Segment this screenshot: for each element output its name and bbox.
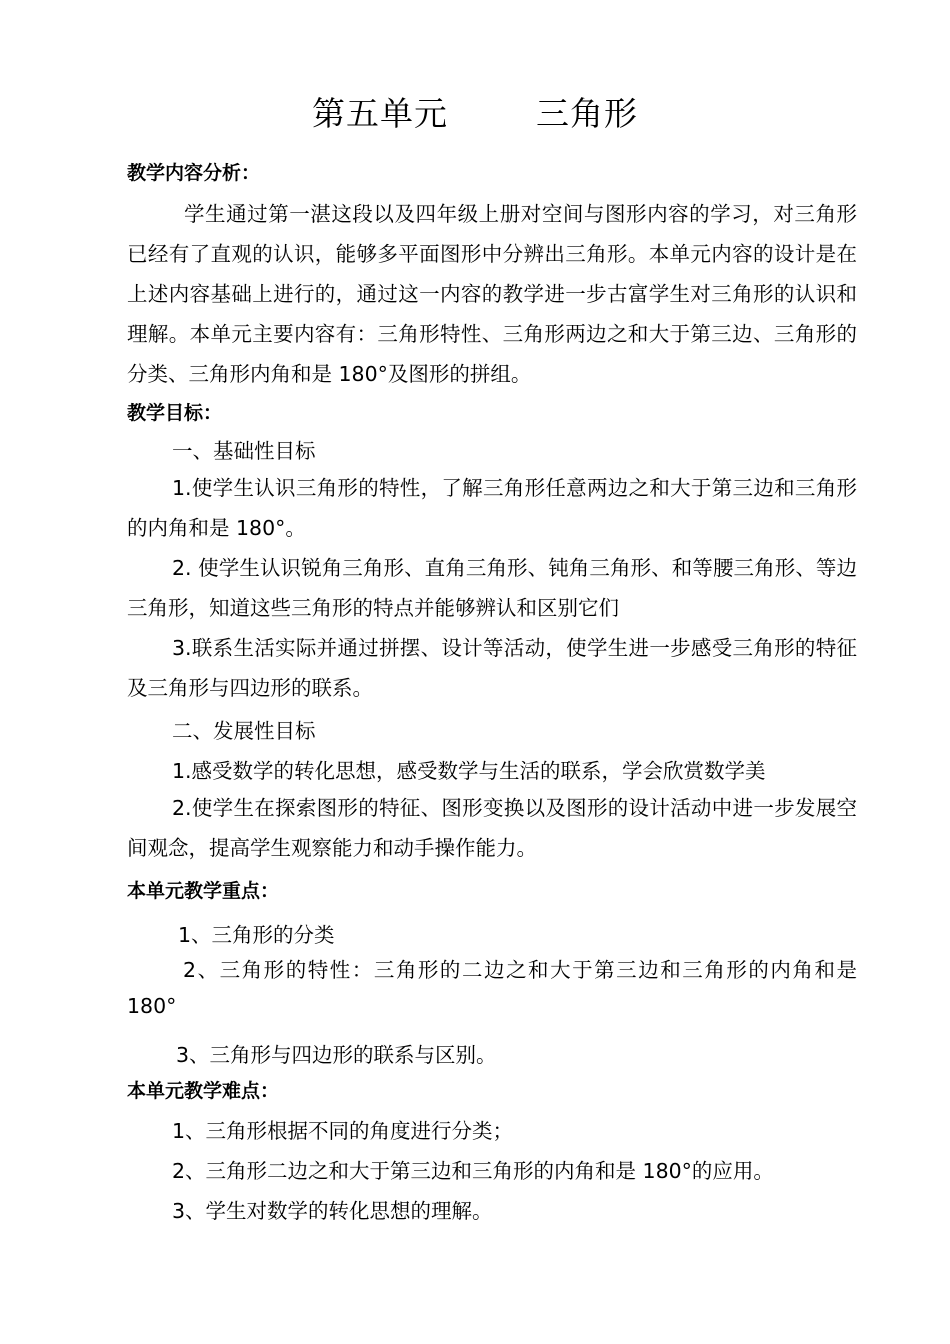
title-topic: 三角形 [536, 94, 638, 133]
key-point-item: 2、三角形的特性：三角形的二边之和大于第三边和三角形的内角和是 180° [127, 958, 857, 1018]
difficulties-heading: 本单元教学难点： [127, 1080, 280, 1102]
analysis-heading: 教学内容分析： [127, 162, 261, 184]
title-unit: 第五单元 [312, 94, 448, 133]
key-point-item: 1、三角形的分类 [178, 923, 335, 947]
basic-goals-label: 一、基础性目标 [172, 439, 316, 463]
basic-goal-item: 3.联系生活实际并通过拼摆、设计等活动，使学生进一步感受三角形的特征及三角形与四边形的联系。 [127, 636, 857, 700]
key-points-heading: 本单元教学重点： [127, 880, 280, 902]
page-title [0, 88, 950, 135]
basic-goal-item: 2. 使学生认识锐角三角形、直角三角形、钝角三角形、和等腰三角形、等边三角形，知道这些三角形的特点并能够辨认和区别它们 [127, 556, 857, 620]
difficulty-item: 3、学生对数学的转化思想的理解。 [172, 1199, 493, 1223]
difficulty-item: 1、三角形根据不同的角度进行分类； [172, 1119, 514, 1143]
development-goals-label: 二、发展性目标 [172, 719, 316, 743]
goals-heading: 教学目标： [127, 402, 223, 424]
development-goal-item: 2.使学生在探索图形的特征、图形变换以及图形的设计活动中进一步发展空间观念，提高学生观察能力和动手操作能力。 [127, 796, 857, 860]
key-point-item: 3、三角形与四边形的联系与区别。 [176, 1043, 497, 1067]
difficulty-item: 2、三角形二边之和大于第三边和三角形的内角和是 180°的应用。 [172, 1159, 774, 1183]
basic-goal-item: 1.使学生认识三角形的特性，了解三角形任意两边之和大于第三边和三角形的内角和是 180°。 [127, 476, 857, 540]
analysis-body: 学生通过第一湛这段以及四年级上册对空间与图形内容的学习，对三角形已经有了直观的认识，能够多平面图形中分辨出三角形。本单元内容的设计是在上述内容基础上进行的，通过这一内容的教学进一步古富学生对三角形的认识和理解。本单元主要内容有：三角形特性、三角形两边之和大于第三边、三角形的分类、三角形内角和是 180°及图形的拼组。 [127, 202, 857, 386]
development-goal-item: 1.感受数学的转化思想，感受数学与生活的联系，学会欣赏数学美 [172, 759, 766, 783]
